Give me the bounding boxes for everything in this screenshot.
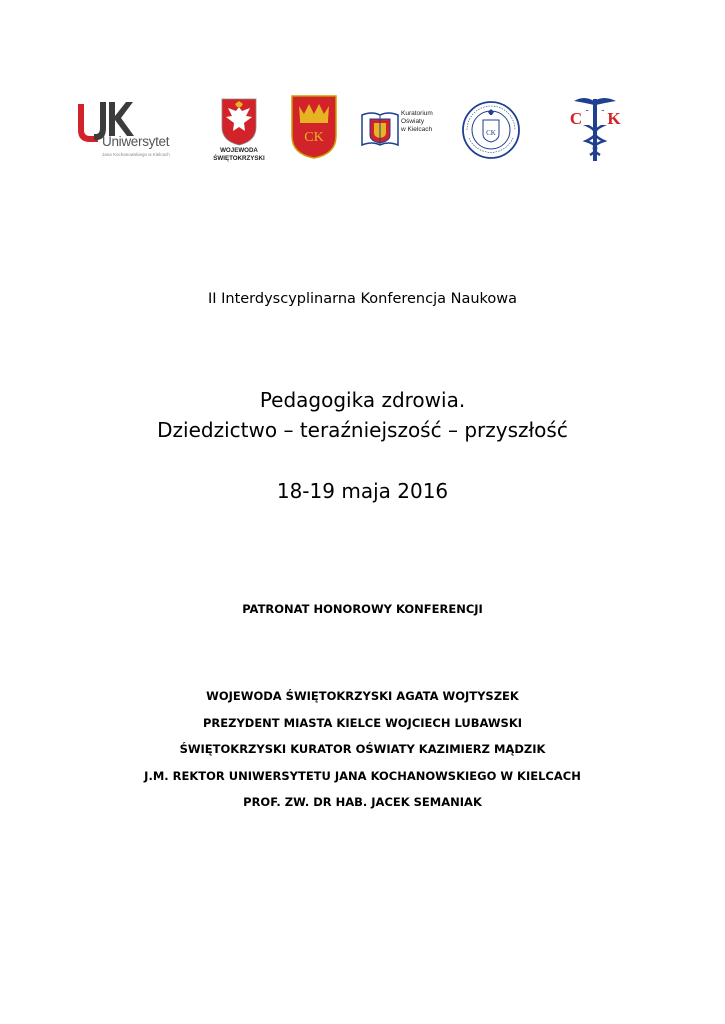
ujk-subtitle: Jana Kochanowskiego w Kielcach <box>102 152 170 157</box>
kielce-crest-icon <box>290 94 338 160</box>
ujk-logo <box>76 98 181 158</box>
school-seal-logo <box>461 100 521 160</box>
patron-item: J.M. REKTOR UNIWERSYTETU JANA KOCHANOWSKIEGO W KIELCACH <box>144 768 581 783</box>
wojewoda-caption <box>208 147 270 163</box>
caduceus-letter-c: C <box>569 109 583 128</box>
patron-item: WOJEWODA ŚWIĘTOKRZYSKI AGATA WOJTYSZEK <box>206 689 519 703</box>
kuratorium-book-icon <box>360 105 400 155</box>
patron-item: ŚWIĘTOKRZYSKI KURATOR OŚWIATY KAZIMIERZ MĄDZIK <box>179 742 546 756</box>
wojewoda-logo <box>208 97 270 167</box>
kuratorium-line1: Kuratorium <box>401 110 433 117</box>
title-line-1: Pedagogika zdrowia. <box>259 388 466 412</box>
patrons-list <box>0 683 725 816</box>
patronat-heading: PATRONAT HONOROWY KONFERENCJI <box>242 602 483 616</box>
ujk-name: Uniwersytet <box>102 134 170 149</box>
title-line-2: Dziedzictwo – teraźniejszość – przyszłość <box>157 418 568 442</box>
caduceus-ck-logo <box>560 93 630 163</box>
seal-center-text: CK <box>486 129 496 137</box>
patron-item: PROF. ZW. DR HAB. JACEK SEMANIAK <box>243 795 482 809</box>
kuratorium-line3: w Kielcach <box>401 126 433 133</box>
wojewoda-caption-line1: WOJEWODA <box>220 147 258 154</box>
wojewoda-caption-line2: ŚWIĘTOKRZYSKI <box>213 155 265 162</box>
conference-date: 18-19 maja 2016 <box>276 479 449 503</box>
patron-item: PREZYDENT MIASTA KIELCE WOJCIECH LUBAWSKI <box>202 715 523 730</box>
caduceus-letter-k: K <box>607 109 621 128</box>
kielce-crest-logo <box>290 94 338 160</box>
logo-row <box>0 88 725 168</box>
kuratorium-text <box>401 110 433 134</box>
eagle-shield-icon <box>208 97 270 147</box>
kielce-crest-letters: CK <box>304 130 324 145</box>
seal-icon <box>461 100 521 160</box>
kuratorium-logo <box>360 105 435 155</box>
conference-name: II Interdyscyplinarna Konferencja Naukowa <box>207 291 518 307</box>
kuratorium-line2: Oświaty <box>401 118 425 125</box>
caduceus-icon <box>560 93 630 163</box>
